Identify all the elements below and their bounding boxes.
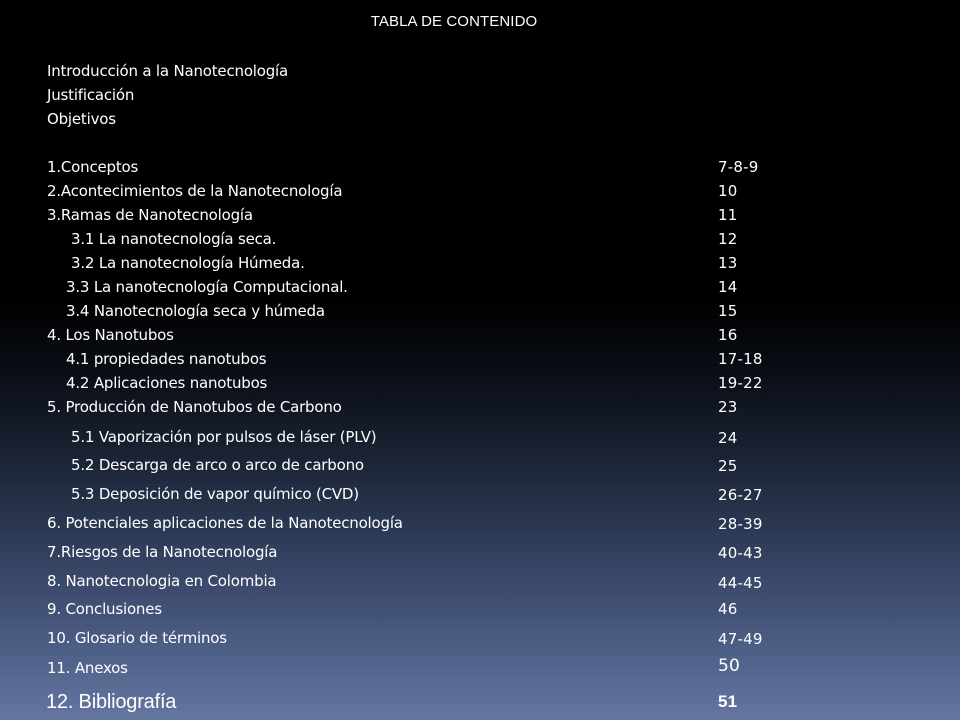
toc-entry-page: 44-45 — [718, 574, 763, 592]
toc-entry-page: 47-49 — [718, 630, 763, 648]
toc-front-item: Introducción a la Nanotecnología — [47, 62, 289, 80]
toc-entry-page: 16 — [718, 326, 738, 344]
toc-entry-page: 26-27 — [718, 486, 763, 504]
toc-entry-page: 23 — [718, 398, 738, 416]
toc-entry-page: 13 — [718, 254, 738, 272]
toc-entry-page: 17-18 — [718, 350, 763, 368]
toc-entry-page: 25 — [718, 457, 738, 475]
toc-entry-page: 40-43 — [718, 544, 763, 562]
toc-entry-label: 5.1 Vaporización por pulsos de láser (PLV) — [71, 428, 377, 446]
page-title: TABLA DE CONTENIDO — [370, 13, 538, 30]
toc-entry-page: 50 — [718, 656, 741, 676]
toc-entry-label: 4.2 Aplicaciones nanotubos — [66, 374, 268, 392]
toc-entry-page: 19-22 — [718, 374, 763, 392]
toc-entry-page: 12 — [718, 230, 738, 248]
toc-entry-label: 10. Glosario de términos — [47, 629, 227, 647]
toc-entry-page: 11 — [718, 206, 738, 224]
toc-entry-page: 28-39 — [718, 515, 763, 533]
toc-entry-page: 24 — [718, 429, 738, 447]
toc-entry-label: 3.1 La nanotecnología seca. — [71, 230, 277, 248]
toc-entry-label: 3.2 La nanotecnología Húmeda. — [71, 254, 305, 272]
toc-entry-label: 7.Riesgos de la Nanotecnología — [47, 543, 278, 561]
toc-entry-label: 12. Bibliografía — [46, 691, 177, 713]
toc-entry-page: 10 — [718, 182, 738, 200]
toc-entry-label: 5.2 Descarga de arco o arco de carbono — [71, 456, 364, 474]
toc-entry-label: 2.Acontecimientos de la Nanotecnología — [47, 182, 343, 200]
toc-entry-label: 4. Los Nanotubos — [47, 326, 174, 344]
toc-entry-label: 3.3 La nanotecnología Computacional. — [66, 278, 348, 296]
toc-front-item: Objetivos — [47, 110, 116, 128]
toc-entry-label: 5. Producción de Nanotubos de Carbono — [47, 398, 342, 416]
toc-entry-label: 5.3 Deposición de vapor químico (CVD) — [71, 485, 359, 503]
toc-entry-label: 9. Conclusiones — [47, 600, 162, 618]
toc-entry-label: 3.Ramas de Nanotecnología — [47, 206, 253, 224]
toc-entry-label: 6. Potenciales aplicaciones de la Nanotecnología — [47, 514, 403, 532]
toc-entry-page: 46 — [718, 600, 738, 618]
toc-entry-label: 1.Conceptos — [47, 158, 139, 176]
toc-front-item: Justificación — [47, 86, 135, 104]
toc-entry-page: 15 — [718, 302, 738, 320]
toc-entry-label: 4.1 propiedades nanotubos — [66, 350, 267, 368]
toc-entry-label: 11. Anexos — [47, 659, 128, 677]
toc-entry-label: 8. Nanotecnologia en Colombia — [47, 572, 277, 590]
toc-entry-page: 7-8-9 — [718, 158, 759, 176]
toc-entry-label: 3.4 Nanotecnología seca y húmeda — [66, 302, 325, 320]
toc-entry-page: 51 — [718, 692, 738, 711]
toc-entry-page: 14 — [718, 278, 738, 296]
